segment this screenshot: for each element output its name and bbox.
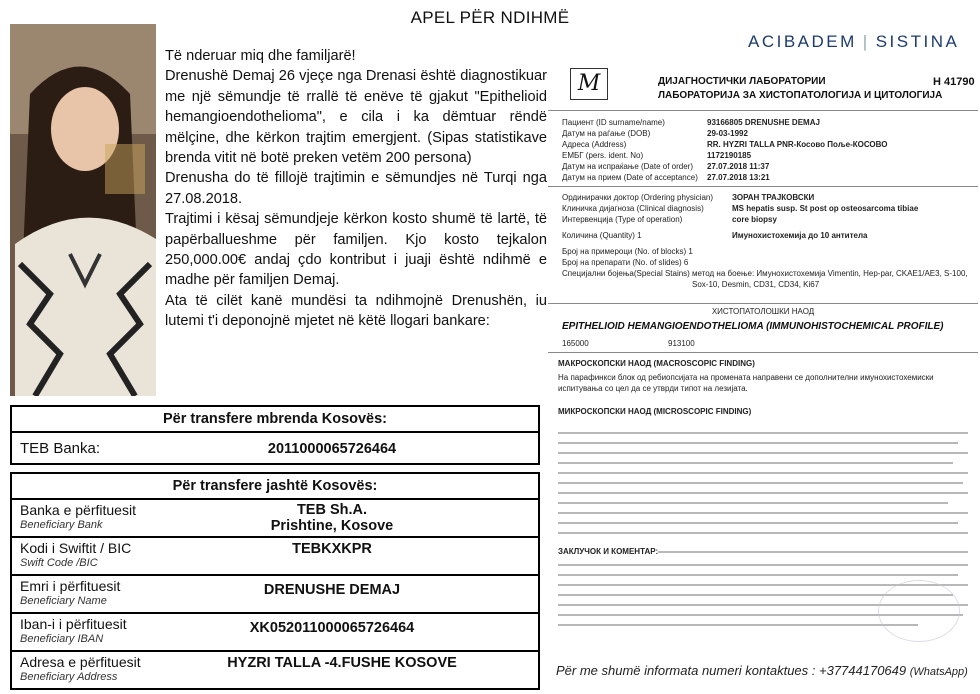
swift-row — [12, 538, 538, 576]
field-key: Клиничка дијагноза (Clinical diagnosis) — [562, 204, 704, 213]
person-illustration — [10, 24, 156, 396]
whatsapp-label: (WhatsApp) — [909, 666, 968, 678]
field-value: MS hepatis susp. St post op osteosarcoma tibiae — [732, 204, 919, 213]
order-fields — [562, 192, 972, 290]
contact-info — [556, 663, 968, 678]
beneficiary-name-sublabel: Beneficiary Name — [20, 595, 107, 607]
domestic-transfer-box — [10, 405, 540, 465]
field-key: Пациент (ID surname/name) — [562, 118, 665, 127]
brand-name-2: SISTINA — [875, 32, 960, 51]
beneficiary-address-row — [12, 652, 538, 688]
field-value: 29-03-1992 — [707, 129, 748, 138]
appeal-paragraph: Drenusha do të fillojë trajtimin e sëmundjes në Turqi nga 27.08.2018. — [165, 170, 547, 207]
field-value: 1172190185 — [707, 151, 752, 160]
lab-report — [548, 20, 978, 682]
finding-label: ХИСТОПАТОЛОШКИ НАОД — [711, 307, 815, 316]
macro-title: МАКРОСКОПСКИ НАОД (MACROSCOPIC FINDING) — [558, 359, 755, 368]
beneficiary-bank-value: TEB Sh.A. — [296, 502, 368, 518]
field-value: core biopsy — [732, 215, 777, 224]
field-value: ЗОРАН ТРАЈКОВСКИ — [732, 193, 815, 202]
beneficiary-name-row — [12, 576, 538, 614]
lab-heading-2: ЛАБОРАТОРИЈА ЗА ХИСТОПАТОЛОГИЈА И ЦИТОЛОГИЈА — [658, 90, 943, 101]
appeal-text — [165, 46, 547, 332]
beneficiary-bank-city: Prishtine, Kosove — [270, 518, 394, 534]
field-key: Датум на испраќање (Date of order) — [562, 162, 694, 171]
macro-text: На парафинкси блок од ребиопсијата на промената направени се дополнителни имунохистохемиски испитувања со цел да се утврди типот на лезијата. — [558, 373, 934, 393]
beneficiary-name-label: Emri i përfituesit — [20, 578, 121, 594]
appeal-paragraph: Drenushë Demaj 26 vjeçe nga Drenasi është diagnostikuar me një sëmundje të rrallë të enëve të gjakut "Epithelioid hemangioendothelioma", e cila i ka dëmtuar rëndë mëlçine, dhe kërkon trajtim emergjent. (Sipas statistikave brenda vitit në botë preken vetëm 200 persona) — [165, 68, 547, 167]
beneficiary-address-value: HYZRI TALLA -4.FUSHE KOSOVE — [227, 655, 457, 671]
conclusion-label: ЗАКЛУЧОК И КОМЕНТАР: — [558, 547, 659, 556]
field-value: 27.07.2018 13:21 — [707, 173, 770, 182]
field-key: Датум на раѓање (DOB) — [562, 129, 651, 138]
field-value: 27.07.2018 11:37 — [707, 162, 770, 171]
lab-heading-1: ДИЈАГНОСТИЧКИ ЛАБОРАТОРИИ — [658, 76, 826, 87]
page-title: APEL PËR NDIHMË — [410, 8, 570, 27]
contact-text: Për me shumë informata numeri kontaktues : +37744170649 — [556, 663, 907, 678]
domestic-bank-row — [12, 433, 538, 463]
appeal-paragraph: Të nderuar miq dhe familjarë! — [165, 48, 356, 64]
beneficiary-bank-label: Banka e përfituesit — [20, 502, 136, 518]
stamp-icon — [878, 580, 960, 642]
swift-label: Kodi i Swiftit / BIC — [20, 540, 132, 556]
code-1: 165000 — [562, 339, 589, 348]
foreign-transfer-header: Për transfere jashtë Kosovës: — [12, 474, 538, 500]
beneficiary-bank-row — [12, 500, 538, 538]
swift-sublabel: Swift Code /BIC — [20, 557, 98, 569]
field-value: 93166805 DRENUSHE DEMAJ — [707, 118, 820, 127]
beneficiary-name-value: DRENUSHE DEMAJ — [263, 582, 401, 598]
field-key: Количина (Quantity) 1 — [562, 231, 642, 240]
field-value: метод на боење: Имунохистохемија Vimentin, Hep-par, CKAE1/AE3, S-100, Sox-10, Desmin, CD31, CD34, Ki67 — [692, 269, 968, 289]
field-key: Број на препарати (No. of slides) 6 — [562, 258, 689, 267]
field-key: Специјални бојења(Special Stains) — [562, 269, 690, 278]
code-2: 913100 — [668, 339, 695, 348]
field-key: Датум на прием (Date of acceptance) — [562, 173, 698, 182]
domestic-bank-label: TEB Banka: — [20, 440, 101, 457]
domestic-account-number: 2011000065726464 — [267, 441, 397, 457]
field-key: ЕМБГ (pers. ident. No) — [562, 151, 644, 160]
domestic-transfer-header: Për transfere mbrenda Kosovës: — [12, 407, 538, 433]
lab-code: H 41790 — [933, 76, 975, 88]
micro-title: МИКРОСКОПСКИ НАОД (MICROSCOPIC FINDING) — [558, 407, 752, 416]
beneficiary-address-label: Adresa e përfituesit — [20, 654, 141, 670]
foreign-transfer-box — [10, 472, 540, 690]
patient-fields — [562, 117, 972, 183]
appeal-paragraph: Trajtimi i kësaj sëmundjeje kërkon kosto shumë të lartë, të papërballueshme për familjen. Kjo kosto tejkalon 250,000.00€ andaj çdo kontribut i juaji është ndihmë e madhe për familjen Demaj. — [165, 211, 547, 289]
beneficiary-bank-sublabel: Beneficiary Bank — [20, 519, 103, 531]
beneficiary-address-sublabel: Beneficiary Address — [20, 671, 118, 683]
acibadem-logo: ACIBADEM | SISTINA — [748, 32, 960, 51]
field-key: Број на примероци (No. of blocks) 1 — [562, 247, 693, 256]
patient-photo — [10, 24, 156, 396]
field-value: Имунохистохемија до 10 антитела — [732, 231, 868, 240]
iban-value: XK052011000065726464 — [249, 620, 415, 636]
lab-logo-icon: M — [570, 68, 608, 100]
iban-row — [12, 614, 538, 652]
brand-name: ACIBADEM — [748, 32, 857, 51]
field-key: Интервенција (Type of operation) — [562, 215, 683, 224]
field-value: RR. HYZRI TALLA PNR-Косово Поље-КОСОВО — [707, 140, 888, 149]
field-key: Адреса (Address) — [562, 140, 627, 149]
iban-label: Iban-i i përfituesit — [20, 616, 127, 632]
iban-sublabel: Beneficiary IBAN — [20, 633, 104, 645]
appeal-paragraph: Ata të cilët kanë mundësi ta ndihmojnë Drenushën, iu lutemi t'i deponojnë mjetet në këtë llogari bankare: — [165, 292, 547, 330]
swift-value: TEBKXKPR — [292, 541, 372, 557]
field-key: Ординирачки доктор (Ordering physician) — [562, 193, 714, 202]
diagnosis: EPITHELIOID HEMANGIOENDOTHELIOMA (IMMUNOHISTOCHEMICAL PROFILE) — [562, 321, 944, 332]
